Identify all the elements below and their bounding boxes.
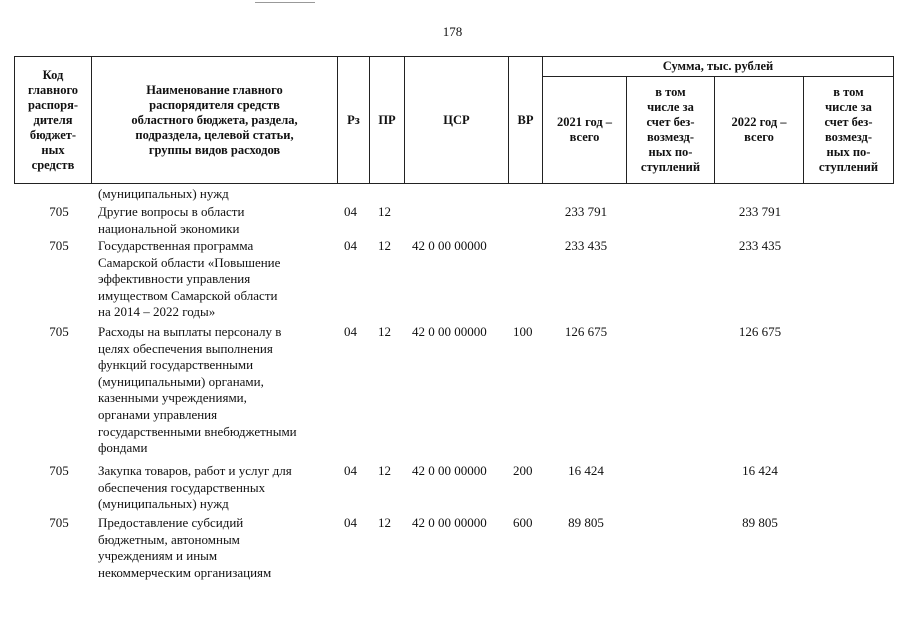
header-pr-label: ПР [378, 112, 396, 127]
row-name [98, 238, 338, 321]
text-line: Закупка товаров, работ и услуг для [98, 463, 292, 478]
header-sum [543, 57, 893, 76]
text-line: Самарской области «Повышение [98, 254, 281, 270]
header-bottom-border [14, 183, 894, 184]
row-vr: 100 [513, 324, 533, 339]
text-line: областного бюджета, раздела, [131, 112, 298, 127]
row-name [98, 515, 338, 581]
text-line: (муниципальными) органами, [98, 373, 264, 389]
header-2021-gratuitous [627, 77, 714, 183]
row-sum-2021: 233 791 [564, 204, 608, 219]
text-line: (муниципальных) нужд [98, 186, 229, 201]
text-line: функций государственными [98, 357, 254, 373]
row-csr: 42 0 00 00000 [412, 238, 487, 253]
row-name [98, 324, 338, 457]
row-csr: 42 0 00 00000 [412, 515, 487, 530]
row-sum-2021: 126 675 [564, 324, 608, 339]
text-line: на 2014 – 2022 годы» [98, 304, 216, 320]
row-name [98, 463, 338, 513]
text-line: дителя [33, 112, 73, 127]
text-line: ступлений [818, 160, 879, 174]
text-line: Наименование главного [146, 82, 283, 97]
text-line: всего [569, 130, 600, 144]
header-vr-label: ВР [517, 112, 534, 127]
header-2022-total [715, 77, 803, 183]
header-csr [405, 57, 508, 183]
text-line: ных по- [826, 145, 871, 159]
text-line: Предоставление субсидий [98, 515, 244, 530]
text-line: всего [744, 130, 774, 144]
row-sum-2022: 126 675 [738, 324, 782, 339]
row-pr: 12 [378, 463, 391, 478]
text-line: Государственная программа [98, 238, 254, 253]
text-line: бюджет- [29, 127, 77, 142]
text-line: числе за [647, 100, 694, 114]
row-csr: 42 0 00 00000 [412, 463, 487, 478]
text-line: числе за [825, 100, 872, 114]
row-rz: 04 [344, 204, 357, 219]
text-line: подраздела, целевой статьи, [135, 127, 294, 142]
top-edge-rule [255, 2, 315, 3]
row-sum-2021: 89 805 [568, 515, 604, 530]
header-sum-label: Сумма, тыс. рублей [662, 59, 774, 73]
row-code: 705 [49, 204, 69, 219]
text-line: (муниципальных) нужд [98, 496, 229, 512]
header-2022-gratuitous [804, 77, 893, 183]
text-line: целях обеспечения выполнения [98, 340, 273, 356]
page-number: 178 [442, 24, 463, 39]
text-line: в том [833, 85, 864, 99]
text-line: распоря- [27, 97, 79, 112]
text-line: бюджетным, автономным [98, 531, 240, 547]
row-vr: 600 [513, 515, 533, 530]
text-line: главного [27, 82, 79, 97]
text-line: ных [41, 142, 65, 157]
text-line: счет без- [824, 115, 873, 129]
row-pr: 12 [378, 324, 391, 339]
header-csr-label: ЦСР [443, 112, 470, 127]
row-code: 705 [49, 238, 69, 253]
text-line: Расходы на выплаты персоналу в [98, 324, 282, 339]
row-rz: 04 [344, 515, 357, 530]
row-code: 705 [49, 463, 69, 478]
text-line: фондами [98, 440, 148, 456]
row-rz: 04 [344, 463, 357, 478]
text-line: счет без- [646, 115, 695, 129]
row-rz: 04 [344, 238, 357, 253]
row-pr: 12 [378, 238, 391, 253]
text-line: Код [42, 67, 64, 82]
text-line: органами управления [98, 406, 218, 422]
row-sum-2022: 16 424 [742, 463, 778, 478]
row-sum-2022: 233 791 [738, 204, 782, 219]
text-line: казенными учреждениями, [98, 390, 247, 406]
row-name [98, 204, 338, 237]
header-rz-label: Рз [347, 112, 360, 127]
text-line: распорядителя средств [149, 97, 280, 112]
text-line: 2022 год – [731, 115, 787, 129]
row-code: 705 [49, 324, 69, 339]
text-line: учреждениям и иным [98, 548, 218, 564]
text-line: группы видов расходов [148, 142, 281, 157]
text-line: ступлений [640, 160, 701, 174]
header-2021-total [543, 77, 626, 183]
table-header [14, 56, 894, 184]
text-line: возмезд- [646, 130, 695, 144]
row-code: 705 [49, 515, 69, 530]
header-vline [893, 56, 894, 184]
continuation-text [98, 186, 338, 203]
row-pr: 12 [378, 515, 391, 530]
text-line: государственными внебюджетными [98, 423, 297, 439]
row-csr: 42 0 00 00000 [412, 324, 487, 339]
row-pr: 12 [378, 204, 391, 219]
text-line: ных по- [648, 145, 693, 159]
row-rz: 04 [344, 324, 357, 339]
text-line: средств [31, 157, 75, 172]
text-line: эффективности управления [98, 271, 251, 287]
text-line: имуществом Самарской области [98, 287, 278, 303]
row-sum-2021: 16 424 [568, 463, 604, 478]
row-vr: 200 [513, 463, 533, 478]
header-pr [370, 57, 404, 183]
text-line: некоммерческим организациям [98, 564, 272, 580]
text-line: возмезд- [824, 130, 873, 144]
text-line: в том [655, 85, 686, 99]
header-name [92, 57, 337, 183]
row-sum-2021: 233 435 [564, 238, 608, 253]
text-line: обеспечения государственных [98, 479, 266, 495]
header-vr [509, 57, 542, 183]
header-rz [338, 57, 369, 183]
row-sum-2022: 233 435 [738, 238, 782, 253]
text-line: Другие вопросы в области [98, 204, 245, 219]
header-code [15, 57, 91, 183]
text-line: национальной экономики [98, 220, 240, 236]
text-line: 2021 год – [556, 115, 613, 129]
row-sum-2022: 89 805 [742, 515, 778, 530]
